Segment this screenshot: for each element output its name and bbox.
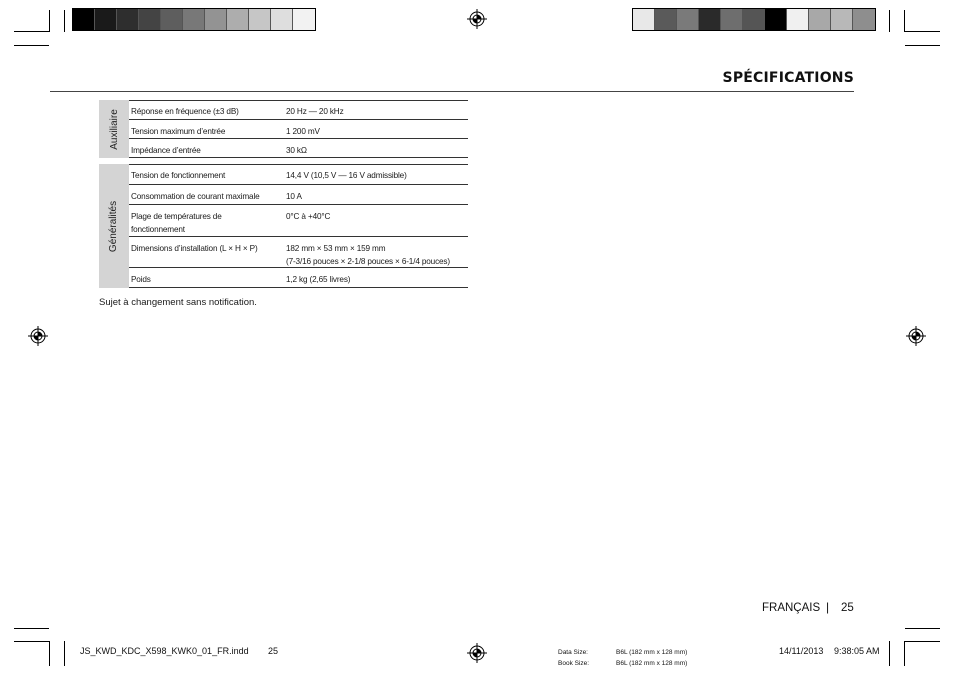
crop-mark (64, 10, 65, 32)
page-number: 25 (841, 602, 854, 614)
crop-mark (889, 641, 890, 666)
table-row (129, 237, 468, 268)
spec-group-generalites (99, 164, 468, 288)
color-swatch (293, 9, 315, 30)
color-bar-right (632, 8, 876, 31)
group-label: Généralités (108, 200, 120, 252)
color-swatch (765, 9, 787, 30)
slug-book-size-value: B6L (182 mm x 128 mm) (616, 660, 688, 667)
color-swatch (633, 9, 655, 30)
table-row (129, 139, 468, 158)
color-swatch (271, 9, 293, 30)
table-row (129, 205, 468, 237)
crop-mark (905, 628, 940, 629)
slug-data-size-value: B6L (182 mm x 128 mm) (616, 649, 688, 656)
spec-name: Tension de fonctionnement (131, 171, 226, 180)
color-swatch (73, 9, 95, 30)
color-swatch (249, 9, 271, 30)
color-swatch (809, 9, 831, 30)
title-rule (50, 91, 854, 92)
color-swatch (853, 9, 875, 30)
color-swatch (205, 9, 227, 30)
spec-name: Réponse en fréquence (±3 dB) (131, 107, 239, 116)
registration-mark-icon (28, 326, 48, 346)
color-swatch (183, 9, 205, 30)
color-swatch (655, 9, 677, 30)
crop-mark (14, 45, 49, 46)
spec-name: Dimensions d’installation (L × H × P) (131, 244, 258, 253)
spec-group-auxiliaire (99, 100, 468, 158)
crop-mark (905, 31, 940, 32)
spec-value: 10 A (286, 192, 302, 201)
slug-data-size-label: Data Size: (558, 649, 588, 656)
crop-mark (904, 641, 905, 666)
spec-name: Impédance d’entrée (131, 146, 201, 155)
footer-separator: | (826, 600, 830, 614)
spec-value: 1,2 kg (2,65 livres) (286, 275, 351, 284)
crop-mark (49, 10, 50, 32)
footer-language: FRANÇAIS (762, 602, 821, 614)
slug-date: 14/11/2013 (779, 646, 824, 656)
color-swatch (139, 9, 161, 30)
group-label-cell (99, 100, 129, 158)
color-swatch (831, 9, 853, 30)
crop-mark (64, 641, 65, 666)
footnote: Sujet à changement sans notification. (99, 297, 257, 308)
spec-value (286, 242, 486, 268)
table-row (129, 164, 468, 185)
registration-mark-icon (467, 643, 487, 663)
color-swatch (161, 9, 183, 30)
spec-value: 20 Hz — 20 kHz (286, 107, 344, 116)
table-row (129, 120, 468, 139)
table-row (129, 268, 468, 288)
color-swatch (699, 9, 721, 30)
crop-mark (905, 641, 940, 642)
spec-value: 1 200 mV (286, 127, 320, 136)
color-swatch (787, 9, 809, 30)
slug-time: 9:38:05 AM (834, 646, 880, 656)
crop-mark (49, 641, 50, 666)
registration-mark-icon (467, 9, 487, 29)
registration-mark-icon (906, 326, 926, 346)
crop-mark (14, 641, 49, 642)
table-row (129, 100, 468, 120)
spec-value: 0°C à +40°C (286, 212, 331, 221)
table-row (129, 185, 468, 205)
color-swatch (743, 9, 765, 30)
color-swatch (227, 9, 249, 30)
group-label-cell (99, 164, 129, 288)
spec-name: Tension maximum d’entrée (131, 127, 226, 136)
slug-book-size-label: Book Size: (558, 660, 590, 667)
group-label: Auxiliaire (108, 108, 120, 150)
slug-filename: JS_KWD_KDC_X598_KWK0_01_FR.indd (80, 646, 249, 656)
crop-mark (905, 45, 940, 46)
color-swatch (95, 9, 117, 30)
spec-value: 14,4 V (10,5 V — 16 V admissible) (286, 171, 407, 180)
crop-mark (904, 10, 905, 32)
spec-name: Poids (131, 275, 151, 284)
spec-value-line: (7-3/16 pouces × 2-1/8 pouces × 6-1/4 pouces) (286, 257, 450, 266)
color-swatch (721, 9, 743, 30)
spec-value: 30 kΩ (286, 146, 307, 155)
crop-mark (14, 628, 49, 629)
color-swatch (677, 9, 699, 30)
spec-name: Plage de températures de fonctionnement (131, 212, 222, 234)
crop-mark (889, 10, 890, 32)
color-swatch (117, 9, 139, 30)
crop-mark (14, 31, 49, 32)
spec-value-line: 182 mm × 53 mm × 159 mm (286, 244, 386, 253)
slug-file-page: 25 (268, 646, 279, 656)
page-title: SPÉCIFICATIONS (722, 70, 854, 86)
color-bar-left (72, 8, 316, 31)
spec-name: Consommation de courant maximale (131, 192, 260, 201)
